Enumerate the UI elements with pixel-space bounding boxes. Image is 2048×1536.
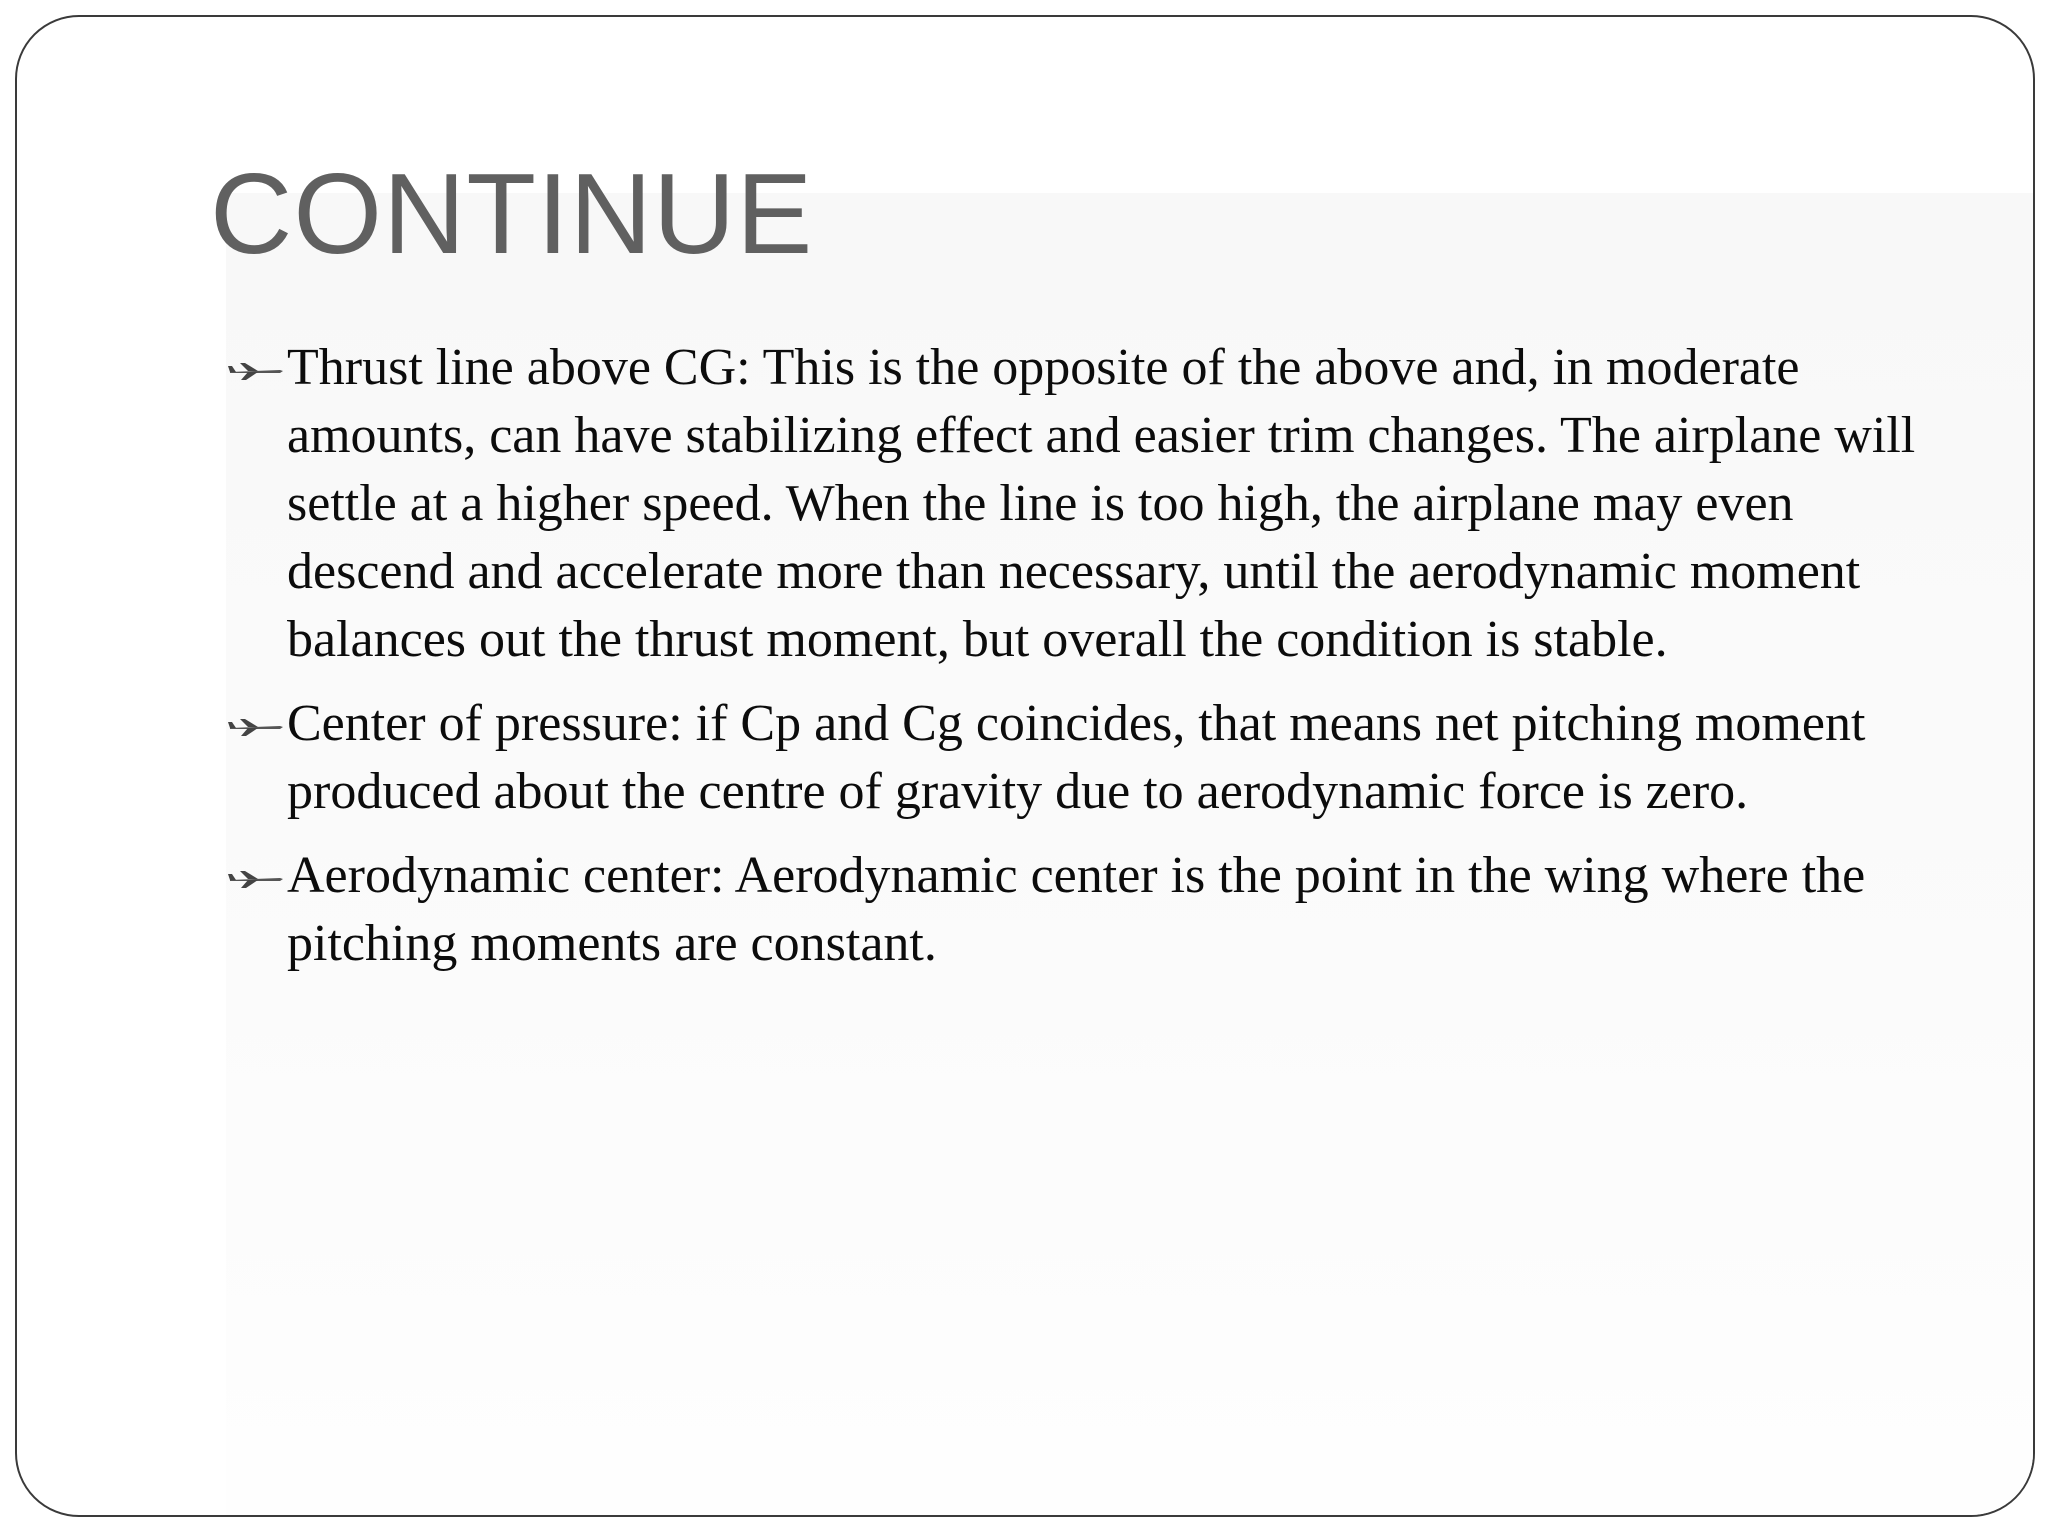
bullet-text: Center of pressure: if Cp and Cg coincides, that means net pitching moment produced about the centre of gravity due to aerodynamic force is zero.	[287, 695, 1866, 820]
bullet-item	[216, 842, 1916, 978]
bullet-list	[216, 334, 1916, 994]
bullet-item	[216, 334, 1916, 674]
airplane-icon	[228, 360, 284, 382]
bullet-text: Thrust line above CG: This is the opposite of the above and, in moderate amounts, can have stabilizing effect and easier trim changes. The airplane will settle at a higher speed. When the line is too high, the airplane may even descend and accelerate more than necessary, until the aerodynamic moment balances out the thrust moment, but overall the condition is stable.	[287, 339, 1916, 668]
bullet-item	[216, 690, 1916, 826]
bullet-text: Aerodynamic center: Aerodynamic center is the point in the wing where the pitching moments are constant.	[287, 847, 1866, 972]
slide-title: CONTINUE	[210, 151, 814, 278]
airplane-icon	[228, 716, 284, 738]
airplane-icon	[228, 868, 284, 890]
